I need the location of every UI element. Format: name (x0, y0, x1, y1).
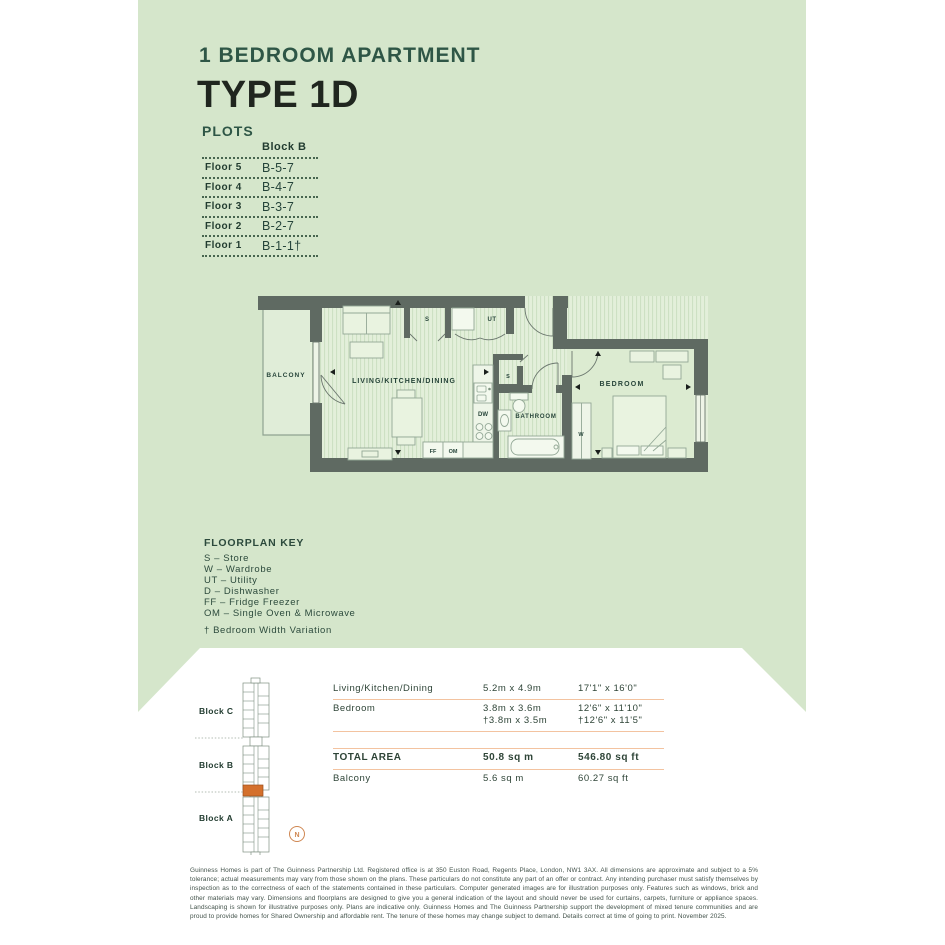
plots-heading: PLOTS (202, 123, 254, 139)
store1-label: S (424, 317, 430, 323)
floorplan-drawing (240, 284, 720, 488)
bathroom-label: BATHROOM (515, 414, 557, 420)
total-area-label: TOTAL AREA (333, 752, 402, 763)
total-metric: 50.8 sq m (483, 752, 534, 763)
room-name: Bedroom (333, 703, 376, 714)
block-outlines (243, 678, 269, 855)
balcony-label: Balcony (333, 773, 371, 784)
store2-label: S (506, 374, 510, 380)
room-name: Living/Kitchen/Dining (333, 683, 434, 694)
balcony-label: BALCONY (266, 372, 306, 379)
floorplan-key-heading: FLOORPLAN KEY (204, 537, 305, 549)
table-row (202, 235, 318, 257)
balcony-metric: 5.6 sq m (483, 773, 524, 784)
north-label: N (294, 832, 300, 839)
metric-size: 5.2m x 4.9m (483, 683, 542, 694)
imperial-size-line2: †12'6" x 11'5" (578, 715, 643, 726)
utility-label: UT (487, 317, 497, 323)
table-row (202, 177, 318, 197)
metric-size (483, 700, 578, 731)
dishwasher-label: DW (478, 412, 488, 418)
key-item: D – Dishwasher (204, 585, 280, 597)
oven-microwave-label: OM (448, 449, 458, 455)
plot-number: B-1-1† (262, 238, 302, 253)
key-item: S – Store (204, 553, 250, 564)
highlighted-unit (243, 785, 263, 796)
table-row (202, 157, 318, 177)
key-item: OM – Single Oven & Microwave (204, 607, 356, 619)
block-a-label: Block A (199, 813, 234, 823)
table-row (202, 216, 318, 236)
plots-column-header: Block B (262, 141, 307, 153)
dimensions-table (333, 680, 664, 790)
imperial-size (578, 700, 664, 731)
bedroom-label: BEDROOM (599, 381, 645, 388)
table-row-balcony (333, 770, 664, 790)
wardrobe-label: W (578, 432, 584, 438)
fridge-freezer-label: FF (429, 449, 437, 455)
plot-number: B-3-7 (262, 199, 295, 214)
table-row (333, 680, 664, 700)
plot-number: B-5-7 (262, 160, 295, 175)
floor-label: Floor 2 (205, 220, 242, 232)
legal-disclaimer: Guinness Homes is part of The Guinness Partnership Ltd. Registered office is at 350 Euston Road, Regents Place, London, NW1 3AX. All dimensions are approximate and subject to a 5% tolerance; actual measurements may vary from those shown on the plans. These particulars do not constitute any part of an offer or contract. Any intending purchaser must satisfy themselves by inspection as to the correctness of each of the statements contained in these particulars. Computer generated images are for illustration purposes only. Features such as windows, brick and other materials may vary. Dimensions and floorplans are designed to give you a general indication of the layout and should never be used for curtains, carpets, furniture or appliance spaces. Landscaping is shown for illustrative purposes only. Plans are indicative only. Guinness Homes and The Guinness Partnership support the development of mixed tenure communities and are proud to provide homes for Shared Ownership and affordable rent. The tenure of these homes may change subject to demand. Details correct at time of going to print. November 2025. (190, 867, 758, 921)
utility-appliance (452, 308, 474, 330)
floor-label: Floor 1 (205, 240, 242, 252)
page-title: TYPE 1D (197, 74, 359, 116)
floor-label: Floor 5 (205, 162, 242, 174)
key-note: † Bedroom Width Variation (204, 625, 332, 637)
table-row (202, 196, 318, 216)
site-plan (185, 670, 315, 855)
key-item: W – Wardrobe (204, 563, 273, 575)
floorplan-key (204, 537, 355, 636)
total-imperial: 546.80 sq ft (578, 752, 640, 763)
metric-size-line1: 3.8m x 3.6m (483, 703, 542, 714)
block-labels (199, 706, 233, 823)
key-item: FF – Fridge Freezer (204, 596, 300, 608)
north-compass-icon (290, 827, 305, 842)
floor-label: Floor 4 (205, 181, 242, 193)
floor-label: Floor 3 (205, 201, 242, 213)
plots-table (202, 141, 318, 257)
table-row (333, 700, 664, 732)
plot-number: B-4-7 (262, 180, 295, 195)
plots-table-header (202, 141, 318, 157)
block-b-label: Block B (199, 760, 234, 770)
plot-number: B-2-7 (262, 219, 295, 234)
table-spacer-row (333, 732, 664, 749)
metric-size-line2: †3.8m x 3.5m (483, 715, 548, 726)
key-item: UT – Utility (204, 574, 258, 586)
block-c-label: Block C (199, 706, 234, 716)
living-label: LIVING/KITCHEN/DINING (352, 378, 456, 385)
apartment-subtitle: 1 BEDROOM APARTMENT (199, 44, 481, 67)
imperial-size: 17'1" x 16'0" (578, 683, 638, 694)
table-row-total (333, 749, 664, 770)
balcony-imperial: 60.27 sq ft (578, 773, 629, 784)
imperial-size-line1: 12'6" x 11'10" (578, 703, 643, 714)
